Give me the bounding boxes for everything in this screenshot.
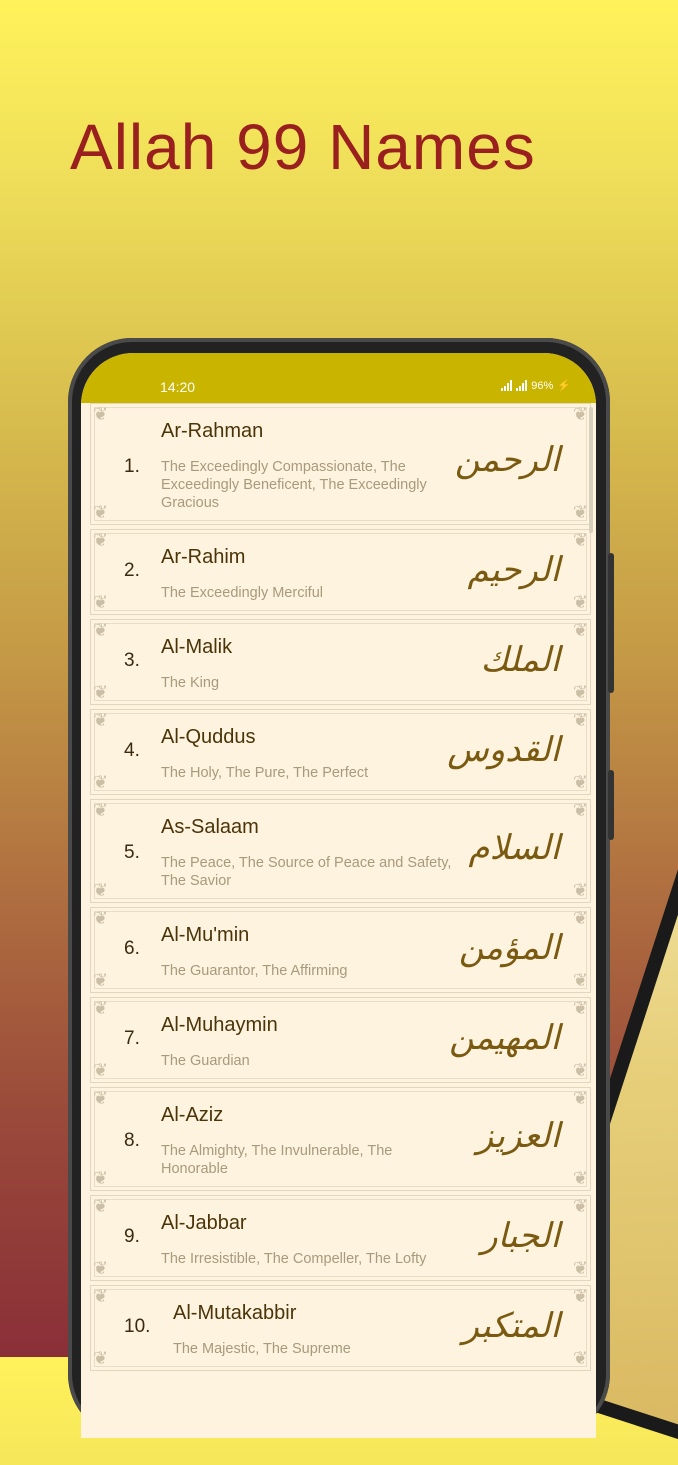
item-name: Al-Muhaymin <box>161 1014 278 1036</box>
item-number: 3. <box>124 650 140 671</box>
item-number: 10. <box>124 1316 151 1337</box>
item-meaning: The Guarantor, The Affirming <box>161 963 348 979</box>
arabic-calligraphy: العزيز <box>476 1116 560 1156</box>
item-number: 9. <box>124 1226 140 1247</box>
status-bar <box>81 353 596 403</box>
list-item[interactable]: ❦ ❦ ❦ ❦ 8. Al-Aziz The Almighty, The Invulnerable, The Honorable العزيز <box>90 1087 591 1191</box>
list-item[interactable]: ❦ ❦ ❦ ❦ 3. Al-Malik The King الملك <box>90 619 591 705</box>
list-item[interactable]: ❦ ❦ ❦ ❦ 7. Al-Muhaymin The Guardian المهيمن <box>90 997 591 1083</box>
item-meaning: The Guardian <box>161 1053 250 1069</box>
list-item[interactable]: ❦ ❦ ❦ ❦ 2. Ar-Rahim The Exceedingly Merciful الرحيم <box>90 529 591 615</box>
item-meaning: The Almighty, The Invulnerable, The Honorable <box>161 1143 393 1177</box>
item-name: Al-Malik <box>161 636 233 658</box>
phone-screen <box>81 353 596 1438</box>
item-name: As-Salaam <box>161 816 259 838</box>
item-meaning: The Holy, The Pure, The Perfect <box>161 765 369 781</box>
arabic-calligraphy: المؤمن <box>458 928 560 968</box>
item-name: Al-Mu'min <box>161 924 250 946</box>
item-name: Ar-Rahim <box>161 546 246 568</box>
item-meaning: The Exceedingly Compassionate, The Exceedingly Beneficent, The Exceedingly Gracious <box>161 459 427 511</box>
arabic-calligraphy: القدوس <box>447 730 560 770</box>
item-number: 5. <box>124 842 140 863</box>
item-name: Al-Mutakabbir <box>173 1302 297 1324</box>
phone-mockup <box>68 338 610 1438</box>
item-meaning: The Peace, The Source of Peace and Safety, The Savior <box>161 855 452 889</box>
list-item[interactable]: ❦ ❦ ❦ ❦ 10. Al-Mutakabbir The Majestic, The Supreme المتكبر <box>90 1285 591 1371</box>
item-number: 1. <box>124 456 140 477</box>
item-meaning: The Majestic, The Supreme <box>173 1341 351 1357</box>
item-name: Al-Aziz <box>161 1104 224 1126</box>
item-meaning: The Irresistible, The Compeller, The Lofty <box>161 1251 427 1267</box>
item-number: 8. <box>124 1130 140 1151</box>
arabic-calligraphy: الجبار <box>481 1216 560 1256</box>
item-name: Al-Jabbar <box>161 1212 247 1234</box>
status-time: 14:20 <box>160 379 196 395</box>
item-number: 6. <box>124 938 140 959</box>
battery-percent: 96% <box>531 379 554 392</box>
arabic-calligraphy: الملك <box>480 640 560 680</box>
item-name: Al-Quddus <box>161 726 256 748</box>
list-item[interactable]: ❦ ❦ ❦ ❦ 4. Al-Quddus The Holy, The Pure, The Perfect القدوس <box>90 709 591 795</box>
names-list[interactable] <box>81 403 596 1438</box>
signal-icon <box>501 380 512 391</box>
list-item[interactable]: ❦ ❦ ❦ ❦ 6. Al-Mu'min The Guarantor, The Affirming المؤمن <box>90 907 591 993</box>
signal-icon-2 <box>516 380 527 391</box>
item-number: 4. <box>124 740 140 761</box>
item-meaning: The Exceedingly Merciful <box>161 585 323 601</box>
item-number: 7. <box>124 1028 140 1049</box>
arabic-calligraphy: المتكبر <box>462 1306 560 1346</box>
arabic-calligraphy: المهيمن <box>449 1018 560 1058</box>
item-number: 2. <box>124 560 140 581</box>
item-meaning: The King <box>161 675 220 691</box>
arabic-calligraphy: الرحمن <box>454 440 560 480</box>
list-item[interactable]: ❦ ❦ ❦ ❦ 1. Ar-Rahman The Exceedingly Compassionate, The Exceedingly Beneficent, The Exceedingly Gracious الرحمن <box>90 403 591 525</box>
scrollbar[interactable] <box>589 407 593 533</box>
list-item[interactable]: ❦ ❦ ❦ ❦ 9. Al-Jabbar The Irresistible, The Compeller, The Lofty الجبار <box>90 1195 591 1281</box>
charging-icon: ⚡ <box>557 380 571 392</box>
page-headline: Allah 99 Names <box>70 111 536 183</box>
arabic-calligraphy: السلام <box>468 828 560 868</box>
item-name: Ar-Rahman <box>161 420 264 442</box>
list-item[interactable]: ❦ ❦ ❦ ❦ 5. As-Salaam The Peace, The Source of Peace and Safety, The Savior السلام <box>90 799 591 903</box>
arabic-calligraphy: الرحيم <box>467 550 560 590</box>
